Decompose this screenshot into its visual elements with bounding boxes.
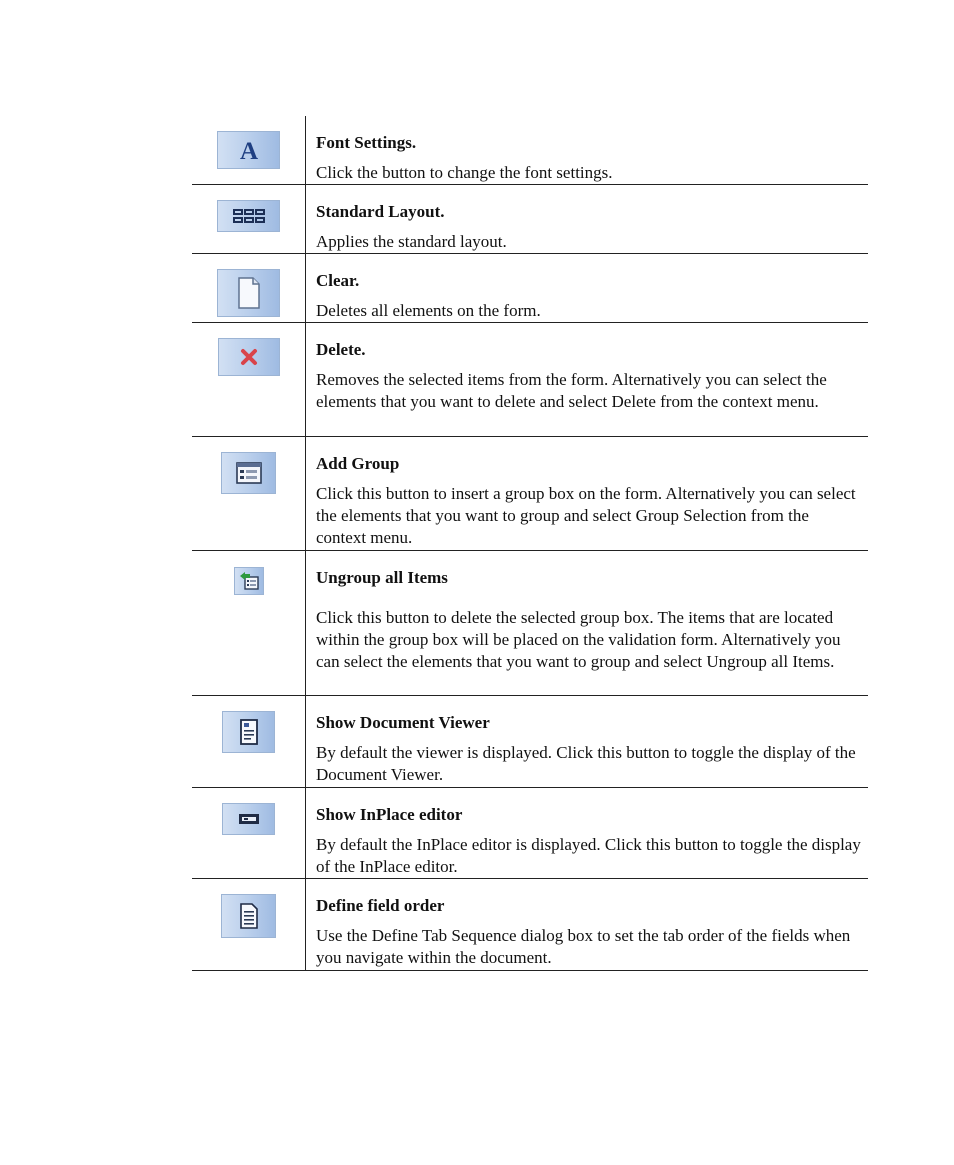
table-row-document-viewer [192,696,868,788]
icon-cell [192,788,306,878]
row-description: Applies the standard layout. [316,232,507,251]
text-cell [306,116,868,184]
icon-cell [192,323,306,436]
standard-layout-button[interactable] [217,200,280,232]
icon-cell [192,551,306,695]
text-cell [306,185,868,253]
row-title: Show Document Viewer [316,713,490,732]
table-row-add-group [192,437,868,551]
font-settings-button[interactable] [217,131,280,169]
red-x-delete-icon [240,348,258,366]
row-description: By default the viewer is displayed. Click this button to toggle the display of the Document Viewer. [316,743,856,784]
add-group-button[interactable] [221,452,276,494]
row-title: Standard Layout. [316,202,445,221]
icon-cell [192,437,306,550]
row-description: Click this button to insert a group box on the form. Alternatively you can select the elements that you want to group and select Group Selection from the context menu. [316,484,856,547]
table-row-ungroup [192,551,868,696]
row-title: Delete. [316,340,366,359]
row-description: Use the Define Tab Sequence dialog box to set the tab order of the fields when you navigate within the document. [316,926,851,967]
text-cell [306,437,868,550]
ungroup-icon [238,571,260,591]
field-order-icon [238,902,260,930]
icon-cell [192,116,306,184]
icon-cell [192,696,306,787]
delete-button[interactable] [218,338,280,376]
row-title: Add Group [316,454,400,473]
row-description: Click the button to change the font settings. [316,163,613,182]
text-cell [306,551,868,695]
font-a-icon [236,138,262,162]
row-title: Define field order [316,896,445,915]
toolbar-buttons-table [192,116,868,971]
text-cell [306,254,868,322]
icon-cell [192,879,306,970]
table-row-delete [192,323,868,437]
row-description: Removes the selected items from the form. Alternatively you can select the elements that you want to delete and select Delete from the context menu. [316,370,827,411]
clear-button[interactable] [217,269,280,317]
text-cell [306,788,868,878]
row-description: Deletes all elements on the form. [316,301,541,320]
table-row-field-order [192,879,868,971]
svg-text:A: A [239,138,258,162]
row-title: Clear. [316,271,360,290]
blank-page-icon [236,276,262,310]
icon-cell [192,185,306,253]
standard-layout-icon [232,208,266,224]
table-row-clear [192,254,868,323]
table-row-standard-layout [192,185,868,254]
row-description: By default the InPlace editor is displayed. Click this button to toggle the display of the InPlace editor. [316,835,861,876]
text-cell [306,696,868,787]
table-row-inplace-editor [192,788,868,879]
document-viewer-icon [238,718,260,746]
define-field-order-button[interactable] [221,894,276,938]
inplace-editor-icon [238,813,260,825]
row-title: Show InPlace editor [316,805,463,824]
show-document-viewer-button[interactable] [222,711,275,753]
text-cell [306,879,868,970]
table-row-font-settings [192,116,868,185]
row-description: Click this button to delete the selected group box. The items that are located within the group box will be placed on the validation form. Alternatively you can select the elements that you want to group and select Ungroup all Items. [316,608,841,671]
row-title: Font Settings. [316,133,417,152]
row-title: Ungroup all Items [316,568,448,587]
text-cell [306,323,868,436]
show-inplace-editor-button[interactable] [222,803,275,835]
icon-cell [192,254,306,322]
ungroup-button[interactable] [234,567,264,595]
add-group-icon [235,461,263,485]
